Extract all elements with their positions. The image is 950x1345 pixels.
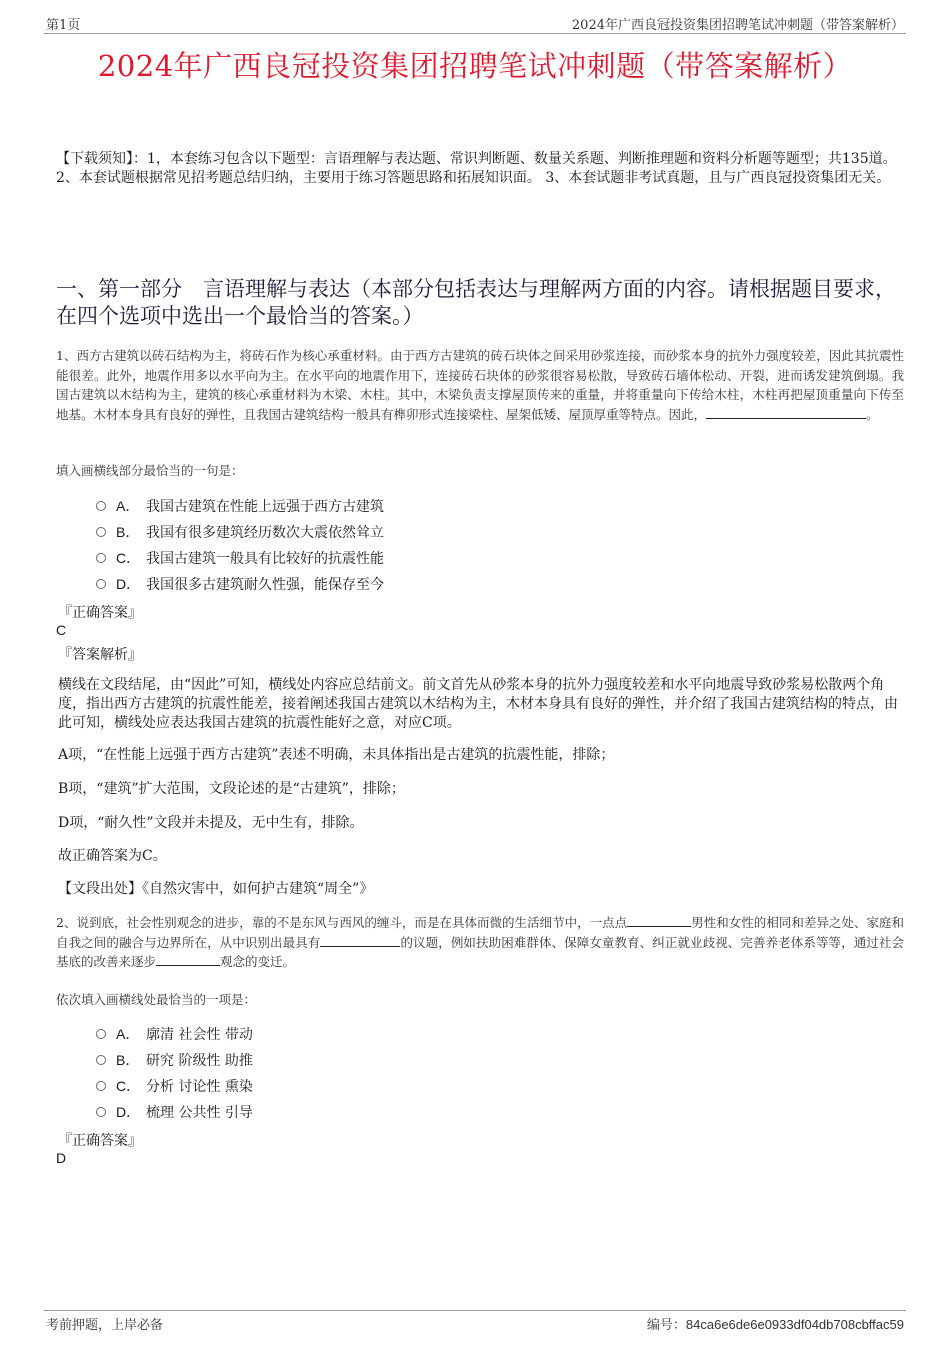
footer-slogan: 考前押题，上岸必备 (46, 1318, 164, 1333)
question-2-text: 的议题，例如扶助困难群体、保障女童教育、纠正就业歧视、完善养老体系等等，通过社会基底的改善来逐步 (56, 934, 904, 970)
question-1-option-c[interactable] (96, 547, 384, 569)
option-letter: A． (116, 498, 140, 514)
option-text: 廓清 社会性 带动 (146, 1027, 253, 1043)
footer-code-value: 84ca6e6de6e0933df04db708cbffac59 (685, 1317, 904, 1332)
option-text: 我国有很多建筑经历数次大震依然耸立 (146, 525, 384, 541)
option-letter: C． (116, 550, 141, 566)
document-title: 2024年广西良冠投资集团招聘笔试冲刺题（带答案解析） (97, 49, 853, 83)
option-letter: A． (116, 1026, 140, 1042)
analysis-conclusion: 故正确答案为C。 (58, 848, 167, 864)
question-2-text: 2、说到底，社会性别观念的进步，靠的不是东风与西风的缠斗，而是在具体而微的生活细节中，一点点 (56, 915, 628, 930)
radio-button-icon[interactable] (96, 1107, 106, 1117)
option-text: 我国古建筑一般具有比较好的抗震性能 (146, 551, 384, 567)
radio-button-icon[interactable] (96, 501, 106, 511)
option-text: 分析 讨论性 熏染 (146, 1079, 253, 1095)
question-2-option-a[interactable] (96, 1023, 253, 1045)
option-text: 我国很多古建筑耐久性强，能保存至今 (146, 577, 384, 593)
question-1-stem (56, 346, 904, 424)
correct-answer: D (56, 1150, 67, 1166)
header-divider (44, 33, 906, 34)
question-2-option-d[interactable] (96, 1101, 253, 1123)
question-1-prompt: 填入画横线部分最恰当的一句是： (56, 463, 244, 478)
option-text: 梳理 公共性 引导 (146, 1105, 253, 1121)
section-heading: 一、第一部分 言语理解与表达（本部分包括表达与理解两方面的内容。请根据题目要求，在四个选项中选出一个最恰当的答案。） (56, 277, 896, 328)
question-2-stem (56, 913, 904, 972)
option-letter: B． (116, 1052, 140, 1068)
correct-answer-label: 『正确答案』 (58, 1133, 142, 1149)
question-2-option-c[interactable] (96, 1075, 253, 1097)
question-1-text: 1、西方古建筑以砖石结构为主，将砖石作为核心承重材料。由于西方古建筑的砖石块体之间采用砂浆连接，而砂浆本身的抗外力强度较差，因此其抗震性能很差。此外，地震作用多以水平向为主。在水平向的地震作用下，连接砖石块体的砂浆很容易松散，导致砖石墙体松动、开裂，进而诱发建筑倒塌。我国古建筑以木结构为主，建筑的核心承重材料为木梁、木柱。其中，木梁负责支撑屋顶传来的重量，并将重量向下传给木柱，木柱再把屋顶重量向下传至地基。木材本身具有良好的弹性，且我国古建筑结构一般具有榫卯形式连接梁柱、屋架低矮、屋顶厚重等特点。因此， (56, 348, 904, 422)
radio-button-icon[interactable] (96, 1081, 106, 1091)
option-letter: B． (116, 524, 140, 540)
radio-button-icon[interactable] (96, 553, 106, 563)
question-1-option-b[interactable] (96, 521, 384, 543)
correct-answer: C (56, 622, 67, 638)
header-doc-title: 2024年广西良冠投资集团招聘笔试冲刺题（带答案解析） (571, 18, 904, 33)
radio-button-icon[interactable] (96, 1029, 106, 1039)
analysis-option-b: B项，“建筑”扩大范围，文段论述的是“古建筑”，排除； (58, 781, 405, 797)
option-letter: D． (116, 576, 141, 592)
option-letter: D． (116, 1104, 141, 1120)
radio-button-icon[interactable] (96, 579, 106, 589)
question-2-option-b[interactable] (96, 1049, 253, 1071)
question-1-option-d[interactable] (96, 573, 384, 595)
download-notice: 【下载须知】：1，本套练习包含以下题型：言语理解与表达题、常识判断题、数量关系题、判断推理题和资料分析题等题型；共135道。 2、本套试题根据常见招考题总结归纳，主要用于练习答题思路和拓展知识面。 3、本套试题非考试真题，且与广西良冠投资集团无关。 (56, 151, 897, 186)
analysis-label: 『答案解析』 (58, 647, 142, 663)
passage-source: 【文段出处】《自然灾害中，如何护古建筑“周全”》 (58, 881, 374, 897)
question-1-stem-end: 。 (866, 406, 879, 422)
correct-answer-label: 『正确答案』 (58, 605, 142, 621)
analysis-option-d: D项，“耐久性”文段并未提及，无中生有，排除。 (58, 815, 364, 831)
option-text: 研究 阶级性 助推 (146, 1053, 253, 1069)
answer-blank (156, 952, 220, 966)
radio-button-icon[interactable] (96, 1055, 106, 1065)
answer-blank (627, 913, 691, 927)
option-text: 我国古建筑在性能上远强于西方古建筑 (146, 499, 384, 515)
question-1-option-a[interactable] (96, 495, 384, 517)
analysis-paragraph: 横线在文段结尾，由“因此”可知，横线处内容应总结前文。前文首先从砂浆本身的抗外力强度较差和水平向地震导致砂浆易松散两个角度，指出西方古建筑的抗震性能差，接着阐述我国古建筑以木结构为主，木材本身具有良好的弹性，并介绍了我国古建筑结构的特点，由此可知，横线处应表达我国古建筑的抗震性能好之意，对应C项。 (58, 677, 898, 731)
footer-divider (44, 1310, 906, 1311)
radio-button-icon[interactable] (96, 527, 106, 537)
footer-code-label: 编号： (646, 1318, 686, 1333)
page-number: 第1页 (46, 18, 81, 33)
footer-code (647, 1314, 904, 1333)
option-letter: C． (116, 1078, 141, 1094)
answer-blank (706, 405, 866, 419)
answer-blank (320, 933, 400, 947)
question-2-prompt: 依次填入画横线处最恰当的一项是： (56, 992, 257, 1007)
analysis-option-a: A项，“在性能上远强于西方古建筑”表述不明确，未具体指出是古建筑的抗震性能，排除； (58, 747, 615, 763)
question-2-text: 观念的变迁。 (220, 954, 296, 970)
question-2-text: 男性和女性的相同和差异之处、家庭和自我之间的融合与边界所在，从中识别出最具有 (56, 915, 904, 950)
